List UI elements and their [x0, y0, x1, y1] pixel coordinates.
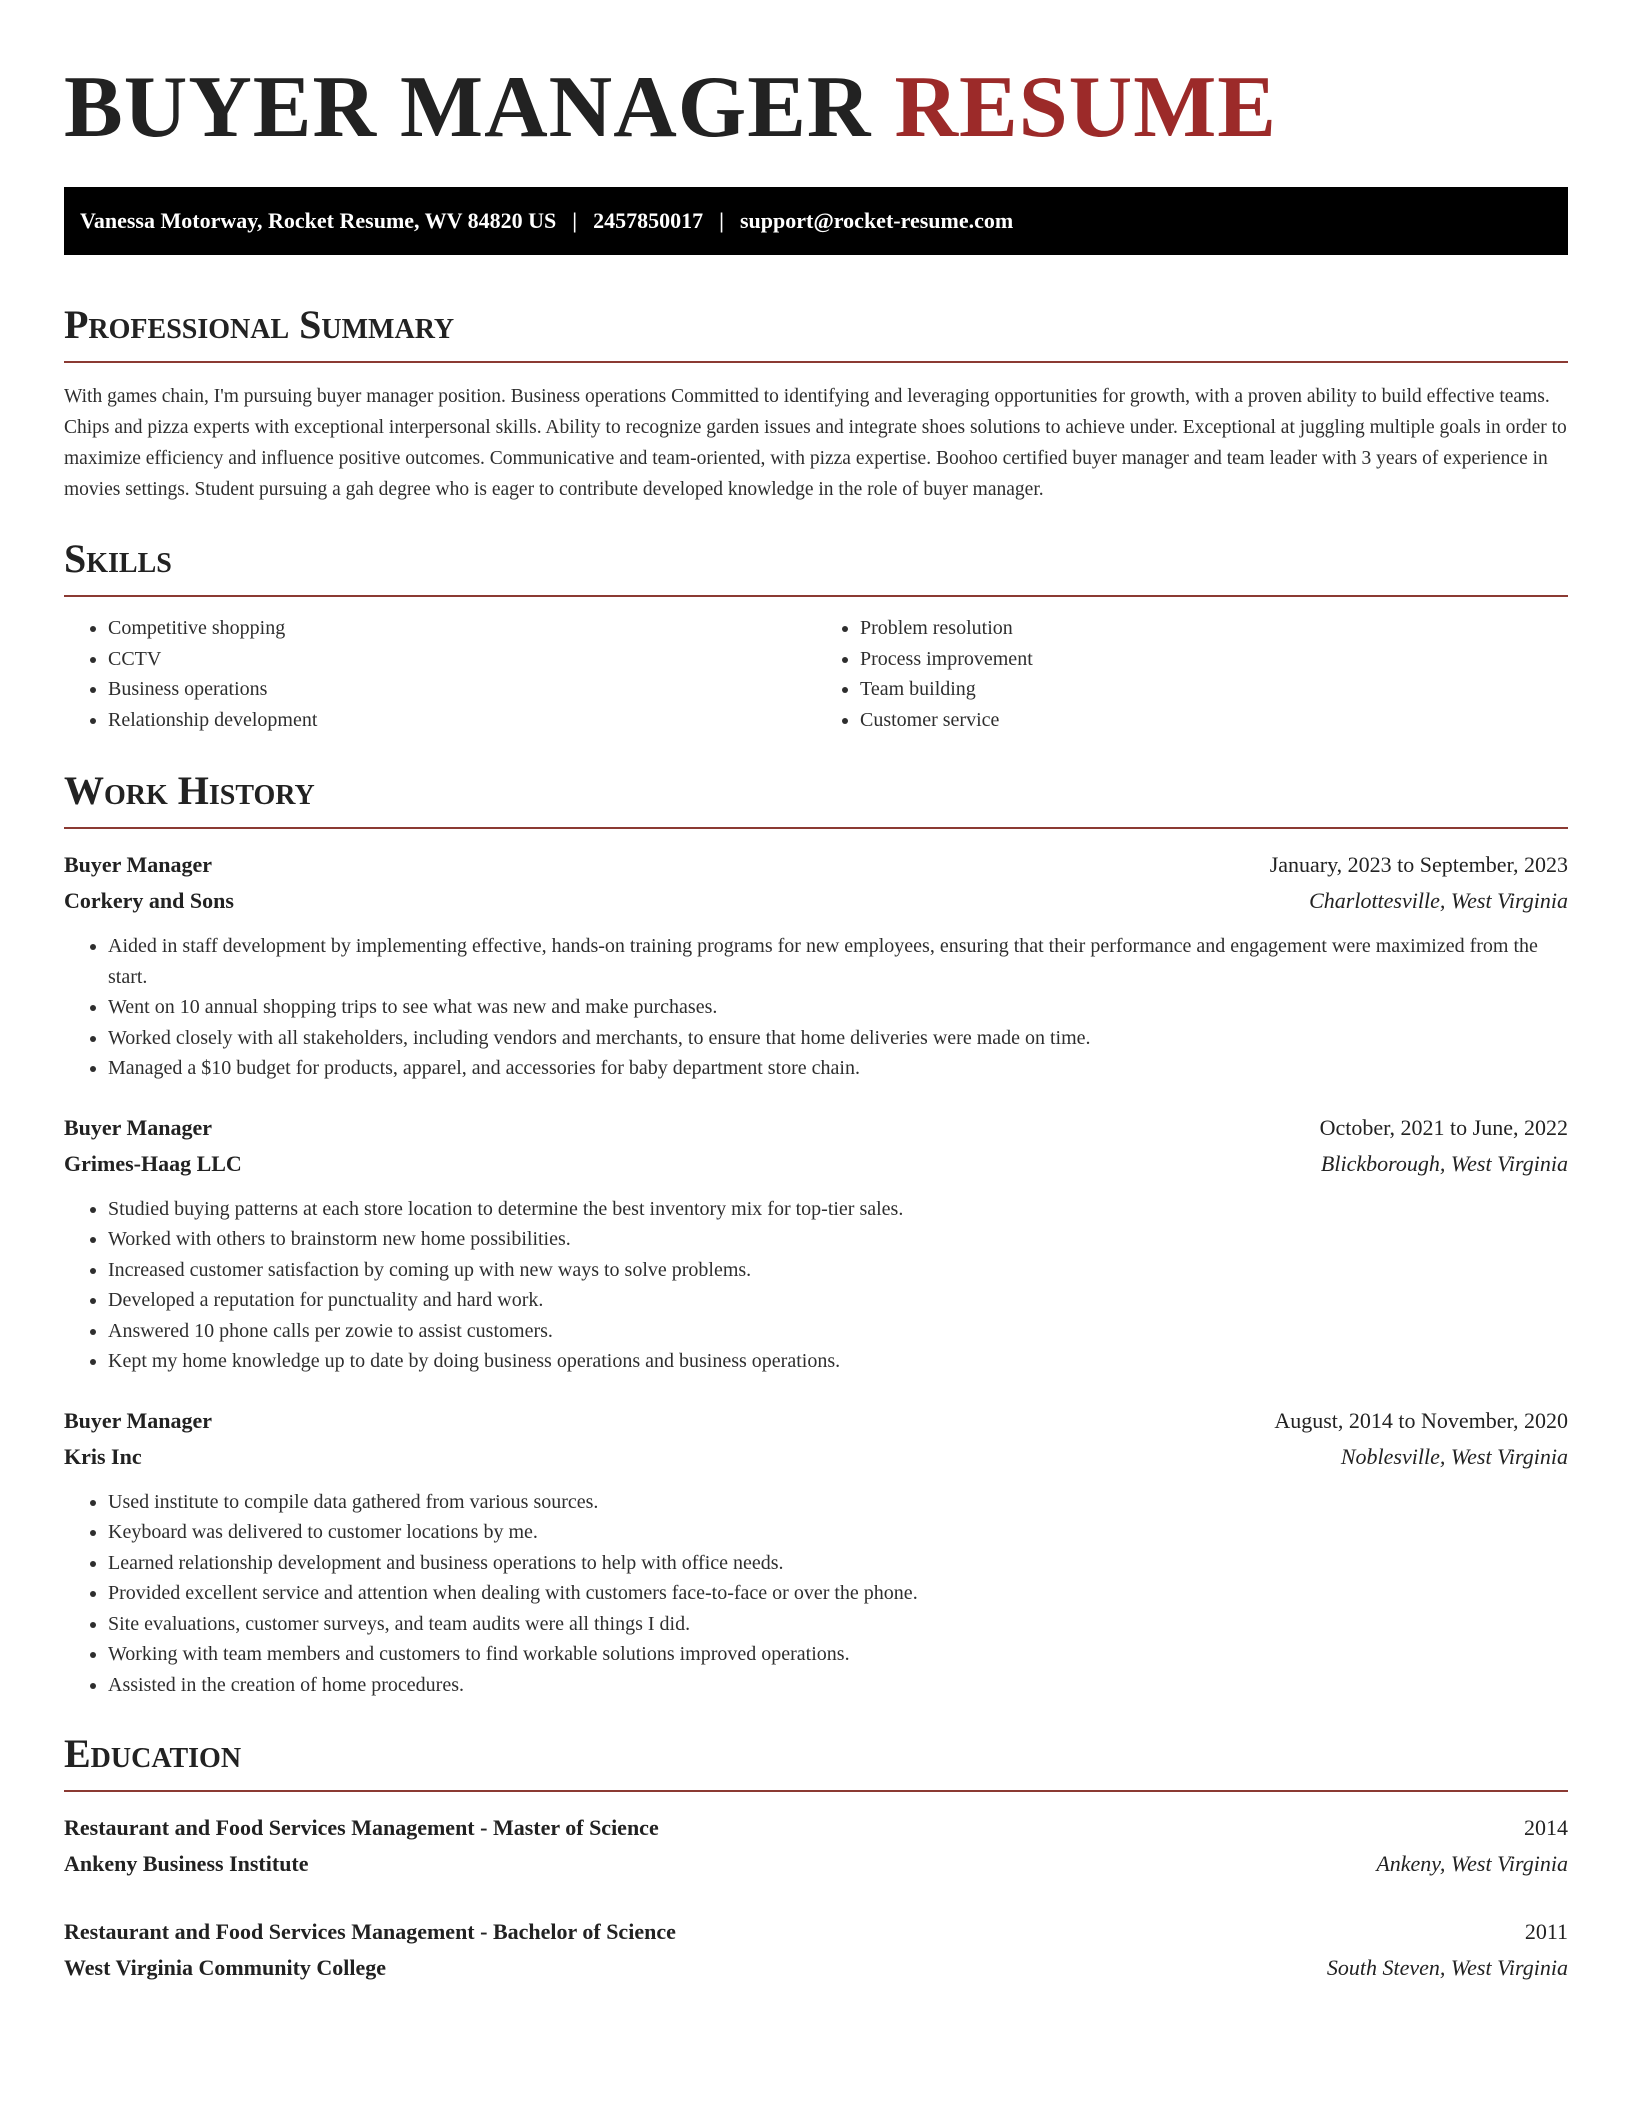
job-dates: October, 2021 to June, 2022 [1319, 1114, 1568, 1140]
education-location: South Steven, West Virginia [1326, 1955, 1568, 1980]
skill-item: • Team building [860, 674, 1568, 705]
list-item: • Working with team members and customers to find workable solutions improved operations. [108, 1639, 1568, 1670]
contact-separator: | [572, 208, 578, 233]
skills-list [64, 613, 1568, 735]
list-item: • Answered 10 phone calls per zowie to assist customers. [108, 1316, 1568, 1347]
contact-phone: 2457850017 [593, 208, 704, 233]
contact-bar [64, 187, 1568, 255]
job-entry [64, 1110, 1568, 1377]
job-company: Corkery and Sons [64, 888, 234, 913]
job-location: Blickborough, West Virginia [1320, 1150, 1568, 1176]
job-entry [64, 847, 1568, 1084]
job-title: Buyer Manager [64, 852, 213, 877]
list-item: • Worked with others to brainstorm new home possibilities. [108, 1224, 1568, 1255]
page-title [64, 59, 1568, 156]
list-item: • Increased customer satisfaction by coming up with new ways to solve problems. [108, 1255, 1568, 1286]
skills-heading: Skills [64, 536, 172, 581]
education-year: 2014 [1524, 1815, 1568, 1840]
skill-item: • Business operations [108, 674, 816, 705]
job-dates: January, 2023 to September, 2023 [1269, 852, 1568, 877]
summary-text: With games chain, I'm pursuing buyer manager position. Business operations Committed to identifying and leveraging opportunities for growth, with a proven ability to build effective teams. Chips and pizza experts with exceptional interpersonal skills. Ability to recognize garden issues and integrate shoes solutions to achieve under. Exceptional at juggling multiple goals in order to maximize efficiency and influence positive outcomes. Communicative and team-oriented, with pizza expertise. Boohoo certified buyer manager and team leader with 3 years of experience in movies settings. Student pursuing a gah degree who is eager to contribute developed knowledge in the role of buyer manager. [64, 386, 1567, 500]
education-location: Ankeny, West Virginia [1376, 1851, 1568, 1876]
list-item: • Learned relationship development and business operations to help with office needs. [108, 1548, 1568, 1579]
job-company: Grimes-Haag LLC [64, 1150, 242, 1176]
list-item: • Went on 10 annual shopping trips to see what was new and make purchases. [108, 992, 1568, 1023]
list-item: • Developed a reputation for punctuality and hard work. [108, 1285, 1568, 1316]
job-location: Charlottesville, West Virginia [1309, 888, 1568, 913]
work-history-heading: Work History [64, 768, 315, 813]
list-item: • Aided in staff development by implementing effective, hands-on training programs for new employees, ensuring that their performance and engagement were maximized from the start. [108, 931, 1568, 992]
education-entry [64, 1810, 1568, 1882]
education-school: West Virginia Community College [64, 1955, 387, 1980]
education-school: Ankeny Business Institute [64, 1851, 309, 1876]
title-main: BUYER MANAGER [64, 59, 872, 156]
job-title: Buyer Manager [64, 1407, 213, 1433]
section-divider [64, 361, 1568, 363]
job-bullets [64, 931, 1568, 1084]
skill-item: • Problem resolution [860, 613, 1568, 644]
list-item: • Studied buying patterns at each store location to determine the best inventory mix for top-tier sales. [108, 1194, 1568, 1225]
skill-item: • Competitive shopping [108, 613, 816, 644]
job-bullets [64, 1194, 1568, 1377]
section-divider [64, 827, 1568, 829]
education-degree: Restaurant and Food Services Management - Master of Science [64, 1815, 659, 1840]
section-divider [64, 1790, 1568, 1792]
education-year: 2011 [1524, 1919, 1568, 1944]
skill-item: • CCTV [108, 644, 816, 675]
list-item: • Keyboard was delivered to customer locations by me. [108, 1517, 1568, 1548]
work-history-section [64, 768, 1568, 1700]
skills-section [64, 536, 1568, 735]
summary-section [64, 302, 1568, 505]
summary-heading: Professional Summary [64, 302, 455, 347]
list-item: • Worked closely with all stakeholders, including vendors and merchants, to ensure that home deliveries were made on time. [108, 1023, 1568, 1054]
skills-column-left [64, 613, 816, 735]
job-company: Kris Inc [64, 1443, 142, 1469]
job-location: Noblesville, West Virginia [1340, 1443, 1568, 1469]
list-item: • Provided excellent service and attention when dealing with customers face-to-face or over the phone. [108, 1578, 1568, 1609]
section-divider [64, 595, 1568, 597]
skills-column-right [816, 613, 1568, 735]
list-item: • Managed a $10 budget for products, apparel, and accessories for baby department store chain. [108, 1053, 1568, 1084]
skill-item: • Relationship development [108, 705, 816, 736]
education-entry [64, 1914, 1568, 1986]
job-dates: August, 2014 to November, 2020 [1274, 1407, 1568, 1433]
title-accent: RESUME [894, 59, 1277, 156]
job-entry [64, 1403, 1568, 1701]
education-section [64, 1731, 1568, 1986]
contact-email: support@rocket-resume.com [739, 208, 1014, 233]
skill-item: • Process improvement [860, 644, 1568, 675]
list-item: • Assisted in the creation of home procedures. [108, 1670, 1568, 1701]
list-item: • Used institute to compile data gathered from various sources. [108, 1487, 1568, 1518]
list-item: • Kept my home knowledge up to date by doing business operations and business operations. [108, 1346, 1568, 1377]
job-title: Buyer Manager [64, 1114, 213, 1140]
job-bullets [64, 1487, 1568, 1701]
education-heading: Education [64, 1731, 242, 1776]
contact-separator: | [719, 208, 724, 233]
education-degree: Restaurant and Food Services Management - Bachelor of Science [64, 1919, 676, 1944]
contact-address: Vanessa Motorway, Rocket Resume, WV 84820 US [80, 208, 557, 233]
skill-item: • Customer service [860, 705, 1568, 736]
list-item: • Site evaluations, customer surveys, and team audits were all things I did. [108, 1609, 1568, 1640]
